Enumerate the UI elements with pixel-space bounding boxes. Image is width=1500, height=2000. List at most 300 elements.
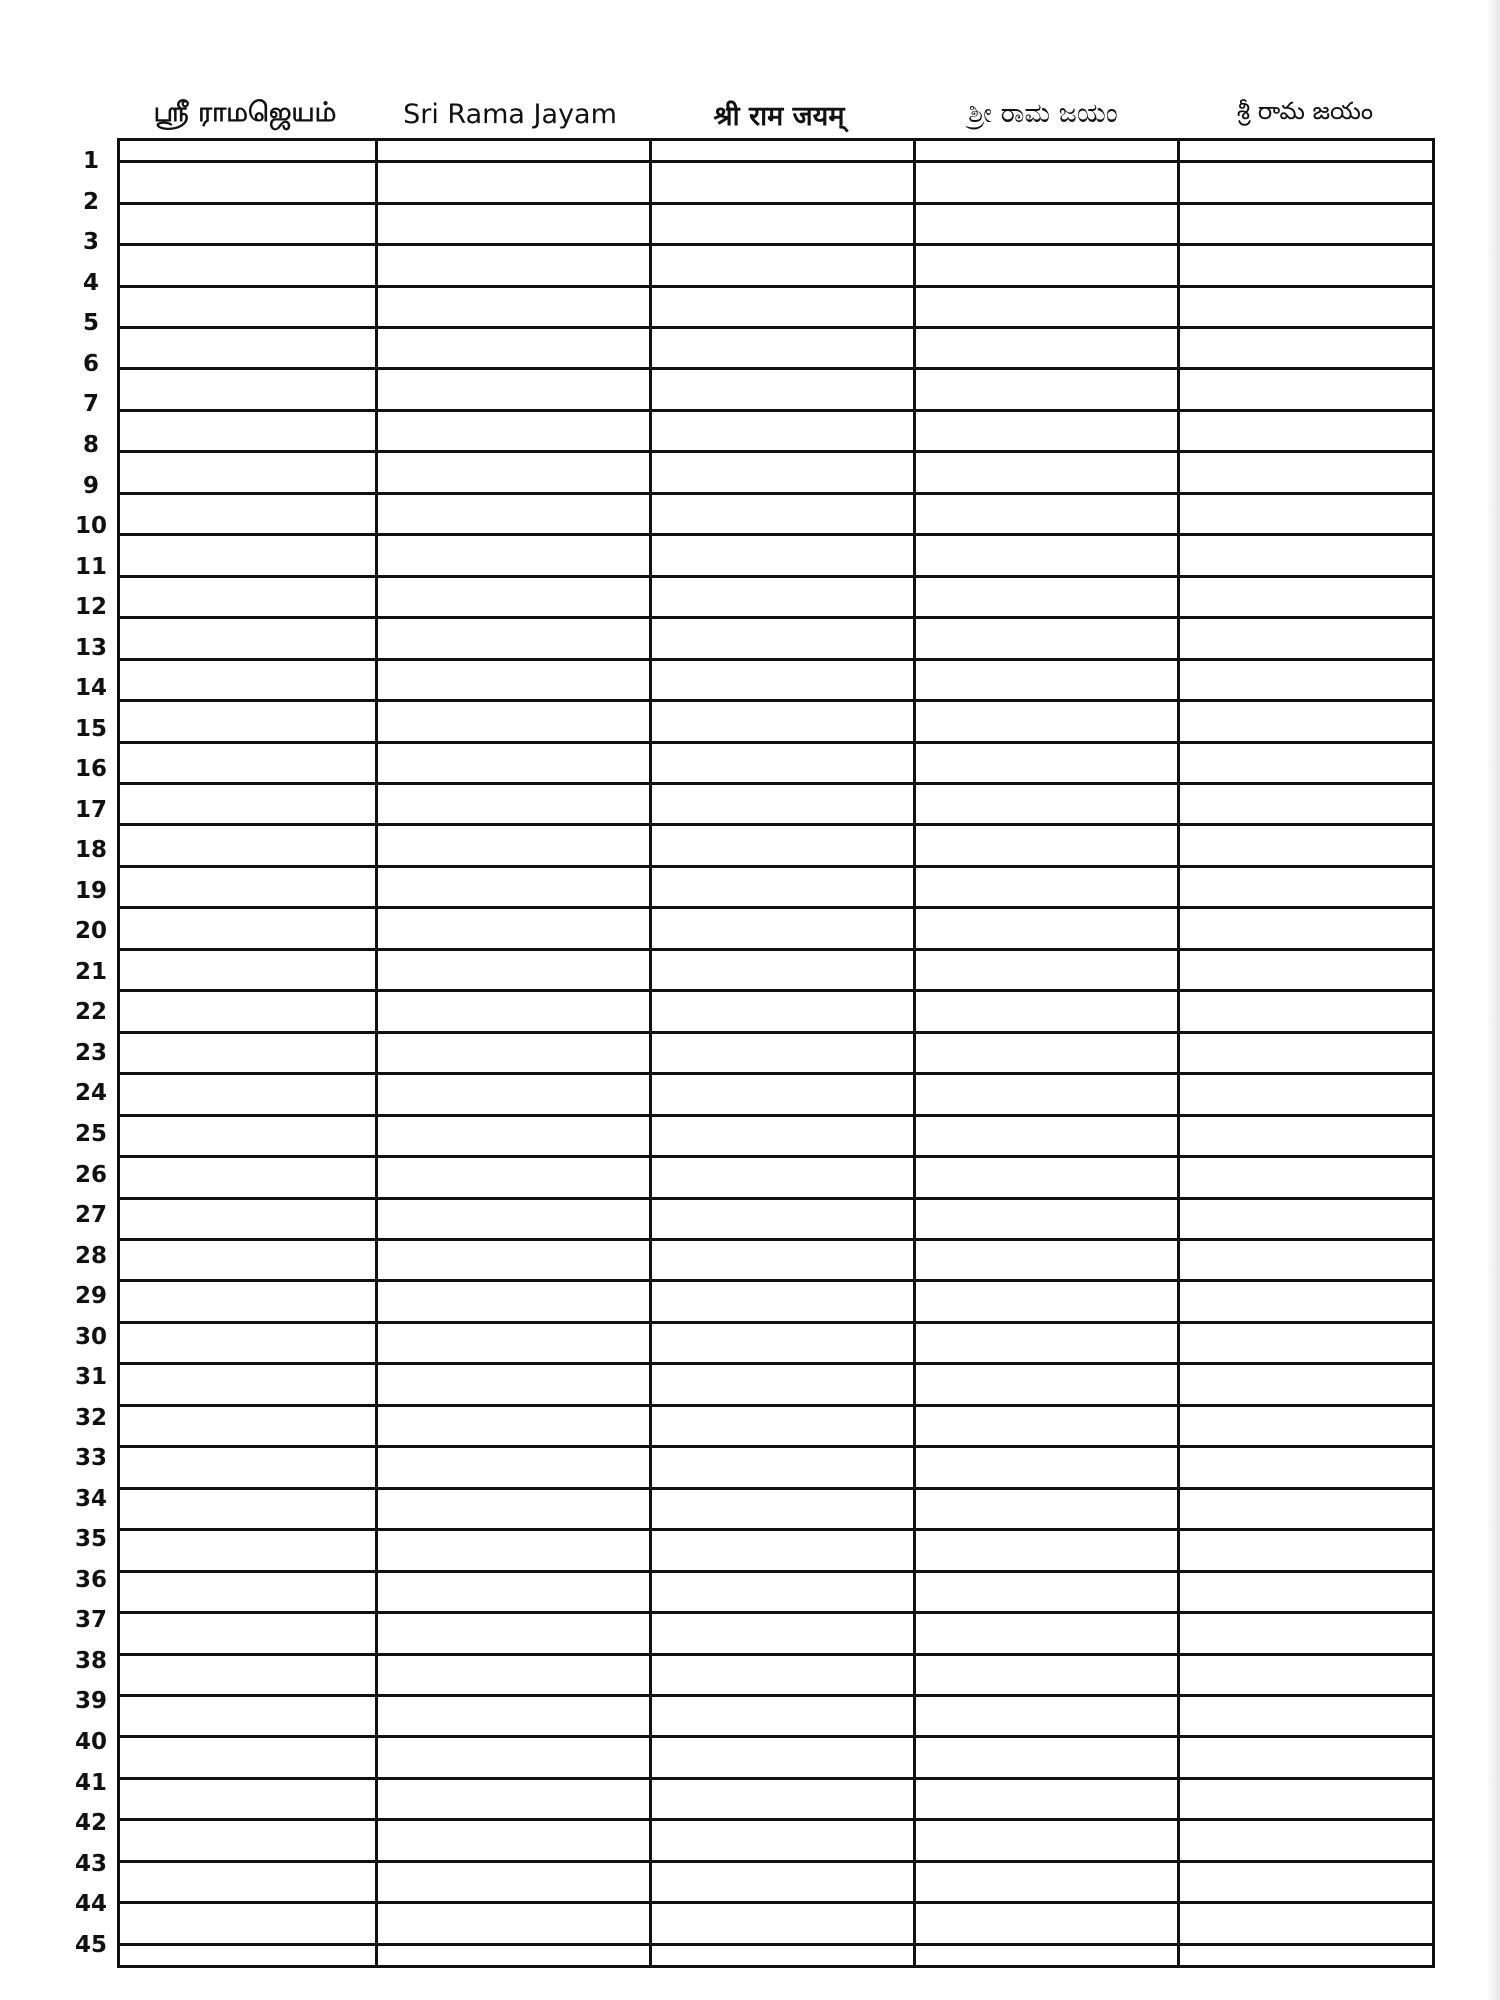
grid-cell-telugu [1178,991,1432,1032]
grid-cell-telugu [1178,1405,1432,1446]
grid-cell-kannada [914,410,1178,451]
grid-cell-english [376,908,650,949]
grid-cell-english [376,1737,650,1778]
grid-cell-telugu [1178,701,1432,742]
grid-cell-kannada [914,1695,1178,1736]
grid-cell-tamil [120,1944,376,1965]
grid-row [120,1488,1432,1529]
grid-cell-hindi [650,866,914,907]
grid-row [120,825,1432,866]
grid-cell-english [376,1281,650,1322]
grid-row [120,1530,1432,1571]
row-number: 18 [74,837,107,864]
row-number: 44 [74,1891,107,1918]
grid-cell-tamil [120,1322,376,1363]
grid-cell-tamil [120,1281,376,1322]
grid-cell-kannada [914,1074,1178,1115]
grid-cell-kannada [914,1571,1178,1612]
grid-cell-hindi [650,1074,914,1115]
grid-cell-kannada [914,369,1178,410]
scan-edge [1486,0,1500,2000]
grid-cell-tamil [120,825,376,866]
grid-cell-tamil [120,949,376,990]
grid-cell-tamil [120,1405,376,1446]
grid-cell-kannada [914,618,1178,659]
grid-cell-hindi [650,1571,914,1612]
row-number: 5 [82,310,99,337]
grid-row [120,1613,1432,1654]
grid-cell-english [376,825,650,866]
grid-cell-kannada [914,866,1178,907]
grid-cell-telugu [1178,1613,1432,1654]
grid-cell-english [376,659,650,700]
grid-cell-telugu [1178,369,1432,410]
grid-row [120,410,1432,451]
row-number: 17 [74,796,107,823]
grid-cell-hindi [650,369,914,410]
row-number: 8 [82,431,99,458]
grid-cell-hindi [650,949,914,990]
grid-cell-english [376,1157,650,1198]
grid-cell-english [376,784,650,825]
grid-row [120,576,1432,617]
grid-cell-english [376,1944,650,1965]
grid-cell-kannada [914,452,1178,493]
row-number: 41 [74,1769,107,1796]
grid-row [120,991,1432,1032]
grid-cell-english [376,286,650,327]
grid-cell-english [376,535,650,576]
grid-cell-kannada [914,908,1178,949]
grid-cell-hindi [650,1322,914,1363]
grid-cell-telugu [1178,1820,1432,1861]
row-number: 42 [74,1810,107,1837]
grid-cell-hindi [650,618,914,659]
grid-cell-hindi [650,1778,914,1819]
row-number: 43 [74,1850,107,1877]
grid-row [120,535,1432,576]
row-number: 35 [74,1526,107,1553]
grid-cell-kannada [914,1115,1178,1156]
grid-cell-tamil [120,286,376,327]
header-english: Sri Rama Jayam [403,98,617,130]
grid-cell-english [376,1530,650,1571]
grid-cell-hindi [650,452,914,493]
grid-cell-telugu [1178,452,1432,493]
grid-row [120,1654,1432,1695]
grid-cell-tamil [120,410,376,451]
grid-cell-tamil [120,618,376,659]
grid-row [120,1944,1432,1965]
grid-cell-telugu [1178,410,1432,451]
row-number-column [68,141,114,1965]
grid-cell-kannada [914,1281,1178,1322]
grid-cell-hindi [650,1281,914,1322]
grid-cell-tamil [120,1198,376,1239]
row-number: 25 [74,1121,107,1148]
grid-row [120,618,1432,659]
grid-row [120,866,1432,907]
grid-cell-hindi [650,535,914,576]
grid-cell-tamil [120,991,376,1032]
grid-cell-kannada [914,825,1178,866]
row-number: 1 [82,148,99,175]
grid-cell-kannada [914,701,1178,742]
grid-cell-hindi [650,908,914,949]
grid-cell-hindi [650,493,914,534]
row-number: 26 [74,1161,107,1188]
grid-cell-hindi [650,1613,914,1654]
grid-cell-telugu [1178,1281,1432,1322]
grid-cell-english [376,1364,650,1405]
grid-cell-tamil [120,493,376,534]
grid-cell-tamil [120,742,376,783]
grid-cell-tamil [120,1488,376,1529]
grid-cell-kannada [914,576,1178,617]
grid-cell-kannada [914,1240,1178,1281]
grid-cell-telugu [1178,1861,1432,1902]
grid-cell-english [376,1447,650,1488]
grid-cell-telugu [1178,493,1432,534]
grid-cell-tamil [120,866,376,907]
row-number: 28 [74,1242,107,1269]
grid-cell-english [376,1198,650,1239]
grid-cell-english [376,1571,650,1612]
grid-cell-telugu [1178,618,1432,659]
grid-cell-hindi [650,1530,914,1571]
grid-cell-hindi [650,1820,914,1861]
row-number: 23 [74,1039,107,1066]
header-tamil: ஸ்ரீ ராமஜெயம் [153,96,337,128]
row-number: 24 [74,1080,107,1107]
grid-cell-tamil [120,1157,376,1198]
row-number: 40 [74,1728,107,1755]
grid-row [120,701,1432,742]
grid-cell-telugu [1178,1115,1432,1156]
row-number: 36 [74,1566,107,1593]
grid-cell-hindi [650,991,914,1032]
grid-cell-telugu [1178,203,1432,244]
row-number: 15 [74,715,107,742]
grid-cell-hindi [650,203,914,244]
grid-cell-tamil [120,203,376,244]
grid-row [120,1820,1432,1861]
grid-cell-english [376,1654,650,1695]
grid-cell-kannada [914,1364,1178,1405]
grid-cell-tamil [120,1820,376,1861]
row-number: 13 [74,634,107,661]
grid-cell-hindi [650,1405,914,1446]
grid-cell-hindi [650,784,914,825]
grid-row [120,1281,1432,1322]
row-number: 32 [74,1404,107,1431]
grid-cell-hindi [650,742,914,783]
grid-row [120,1364,1432,1405]
grid-cell-english [376,1613,650,1654]
grid-cell-hindi [650,1654,914,1695]
grid-cell-telugu [1178,1737,1432,1778]
grid-cell-tamil [120,701,376,742]
grid-cell-tamil [120,535,376,576]
grid-cell-kannada [914,203,1178,244]
grid-cell-english [376,1903,650,1944]
grid-cell-hindi [650,1737,914,1778]
grid-cell-kannada [914,286,1178,327]
row-number: 16 [74,756,107,783]
grid-cell-english [376,701,650,742]
grid-cell-telugu [1178,1322,1432,1363]
row-number: 37 [74,1607,107,1634]
grid-cell-kannada [914,991,1178,1032]
grid-row [120,369,1432,410]
grid-row [120,1032,1432,1073]
row-number: 9 [82,472,99,499]
grid-cell-hindi [650,1240,914,1281]
grid-cell-telugu [1178,328,1432,369]
grid-cell-kannada [914,659,1178,700]
row-number: 30 [74,1323,107,1350]
grid-cell-telugu [1178,1074,1432,1115]
grid-row [120,1695,1432,1736]
row-number: 7 [82,391,99,418]
grid-row [120,203,1432,244]
row-number: 20 [74,918,107,945]
grid-cell-kannada [914,1405,1178,1446]
grid-cell-english [376,1778,650,1819]
grid-cell-english [376,1405,650,1446]
grid-cell-tamil [120,162,376,203]
grid-row [120,1240,1432,1281]
grid-row [120,493,1432,534]
grid-cell-english [376,162,650,203]
grid-cell-kannada [914,1157,1178,1198]
grid-cell-hindi [650,1157,914,1198]
grid-cell-telugu [1178,1654,1432,1695]
grid-row [120,245,1432,286]
grid-cell-english [376,576,650,617]
grid-cell-hindi [650,1198,914,1239]
grid-cell-kannada [914,1447,1178,1488]
grid-cell-kannada [914,949,1178,990]
grid-row [120,1903,1432,1944]
grid-cell-english [376,141,650,162]
grid-cell-english [376,866,650,907]
grid-cell-kannada [914,493,1178,534]
grid-cell-english [376,949,650,990]
grid-cell-telugu [1178,1488,1432,1529]
grid-cell-english [376,1074,650,1115]
grid-cell-kannada [914,1903,1178,1944]
grid-cell-kannada [914,1820,1178,1861]
grid-cell-tamil [120,1530,376,1571]
grid-cell-english [376,493,650,534]
grid-row [120,1778,1432,1819]
grid-cell-telugu [1178,535,1432,576]
grid-cell-kannada [914,1737,1178,1778]
grid-cell-hindi [650,245,914,286]
row-number: 31 [74,1364,107,1391]
grid-cell-english [376,452,650,493]
grid-cell-hindi [650,328,914,369]
grid-cell-telugu [1178,245,1432,286]
grid-cell-tamil [120,369,376,410]
grid-cell-kannada [914,1488,1178,1529]
grid-cell-telugu [1178,1530,1432,1571]
grid-cell-tamil [120,141,376,162]
grid-cell-hindi [650,1447,914,1488]
grid-row [120,452,1432,493]
grid-cell-hindi [650,1032,914,1073]
grid-cell-hindi [650,286,914,327]
grid-cell-tamil [120,908,376,949]
grid-cell-hindi [650,410,914,451]
grid-cell-hindi [650,825,914,866]
grid-cell-tamil [120,328,376,369]
row-number: 10 [74,513,107,540]
grid-cell-hindi [650,1903,914,1944]
grid-cell-english [376,203,650,244]
grid-cell-tamil [120,1861,376,1902]
grid-cell-hindi [650,1115,914,1156]
grid-cell-telugu [1178,141,1432,162]
grid-cell-english [376,1032,650,1073]
row-number: 38 [74,1647,107,1674]
grid-cell-tamil [120,1032,376,1073]
grid-cell-telugu [1178,1571,1432,1612]
grid-cell-tamil [120,1903,376,1944]
grid-cell-hindi [650,1488,914,1529]
grid-cell-english [376,1488,650,1529]
row-number: 14 [74,675,107,702]
grid-cell-tamil [120,1778,376,1819]
header-kannada: ಶ್ರೀ ರಾಮ ಜಯಂ [968,98,1118,129]
grid-cell-kannada [914,1778,1178,1819]
grid-cell-hindi [650,576,914,617]
grid-cell-tamil [120,659,376,700]
row-number: 4 [82,269,99,296]
grid-row [120,1447,1432,1488]
header-hindi: श्री राम जयम् [713,100,845,132]
grid-cell-kannada [914,1530,1178,1571]
row-number: 33 [74,1445,107,1472]
grid-cell-tamil [120,1240,376,1281]
grid-cell-tamil [120,576,376,617]
grid-cell-english [376,1322,650,1363]
grid-cell-telugu [1178,576,1432,617]
grid-row [120,141,1432,162]
grid-cell-telugu [1178,286,1432,327]
grid-cell-english [376,410,650,451]
row-number: 2 [82,188,99,215]
grid-cell-hindi [650,659,914,700]
grid-row [120,1571,1432,1612]
row-number: 12 [74,594,107,621]
row-number: 11 [74,553,107,580]
grid-cell-telugu [1178,1032,1432,1073]
grid-cell-english [376,245,650,286]
row-number: 22 [74,999,107,1026]
grid-cell-kannada [914,784,1178,825]
grid-cell-kannada [914,1032,1178,1073]
grid-cell-english [376,1115,650,1156]
grid-row [120,1322,1432,1363]
grid-cell-tamil [120,784,376,825]
grid-cell-english [376,369,650,410]
row-number: 39 [74,1688,107,1715]
row-number: 29 [74,1283,107,1310]
grid-cell-telugu [1178,784,1432,825]
grid-cell-kannada [914,328,1178,369]
grid-row [120,659,1432,700]
header-telugu: శ్రీ రామ జయం [1236,97,1374,125]
grid-cell-tamil [120,1447,376,1488]
grid-row [120,328,1432,369]
row-number: 45 [74,1931,107,1958]
grid-cell-tamil [120,1737,376,1778]
row-number: 21 [74,958,107,985]
grid-cell-telugu [1178,825,1432,866]
grid-cell-kannada [914,162,1178,203]
grid-cell-hindi [650,1695,914,1736]
grid-cell-hindi [650,141,914,162]
grid-cell-telugu [1178,908,1432,949]
grid-cell-telugu [1178,1364,1432,1405]
column-header-row [117,92,1435,136]
grid-table [120,141,1432,1965]
grid-cell-tamil [120,245,376,286]
grid-cell-kannada [914,141,1178,162]
grid-cell-kannada [914,1613,1178,1654]
grid-cell-english [376,1240,650,1281]
grid-cell-telugu [1178,1695,1432,1736]
grid-row [120,286,1432,327]
grid-cell-kannada [914,1944,1178,1965]
grid-cell-english [376,618,650,659]
grid-cell-telugu [1178,162,1432,203]
grid-cell-tamil [120,452,376,493]
grid-cell-telugu [1178,659,1432,700]
grid-cell-tamil [120,1654,376,1695]
row-number: 19 [74,877,107,904]
grid-cell-hindi [650,1364,914,1405]
grid-cell-english [376,991,650,1032]
grid-cell-kannada [914,1654,1178,1695]
grid-cell-tamil [120,1613,376,1654]
grid-cell-english [376,328,650,369]
grid-row [120,162,1432,203]
grid-cell-telugu [1178,1903,1432,1944]
grid-cell-telugu [1178,1778,1432,1819]
grid-row [120,1405,1432,1446]
grid-cell-hindi [650,162,914,203]
grid-cell-telugu [1178,1944,1432,1965]
row-number: 6 [82,350,99,377]
grid-row [120,1074,1432,1115]
grid-cell-english [376,1861,650,1902]
grid-cell-telugu [1178,866,1432,907]
grid-cell-kannada [914,535,1178,576]
grid-cell-tamil [120,1115,376,1156]
row-number: 3 [82,229,99,256]
grid-cell-english [376,1695,650,1736]
grid-cell-tamil [120,1571,376,1612]
grid-cell-hindi [650,1944,914,1965]
grid-cell-english [376,742,650,783]
grid-cell-tamil [120,1074,376,1115]
grid-cell-telugu [1178,742,1432,783]
grid-cell-tamil [120,1695,376,1736]
grid-cell-kannada [914,245,1178,286]
